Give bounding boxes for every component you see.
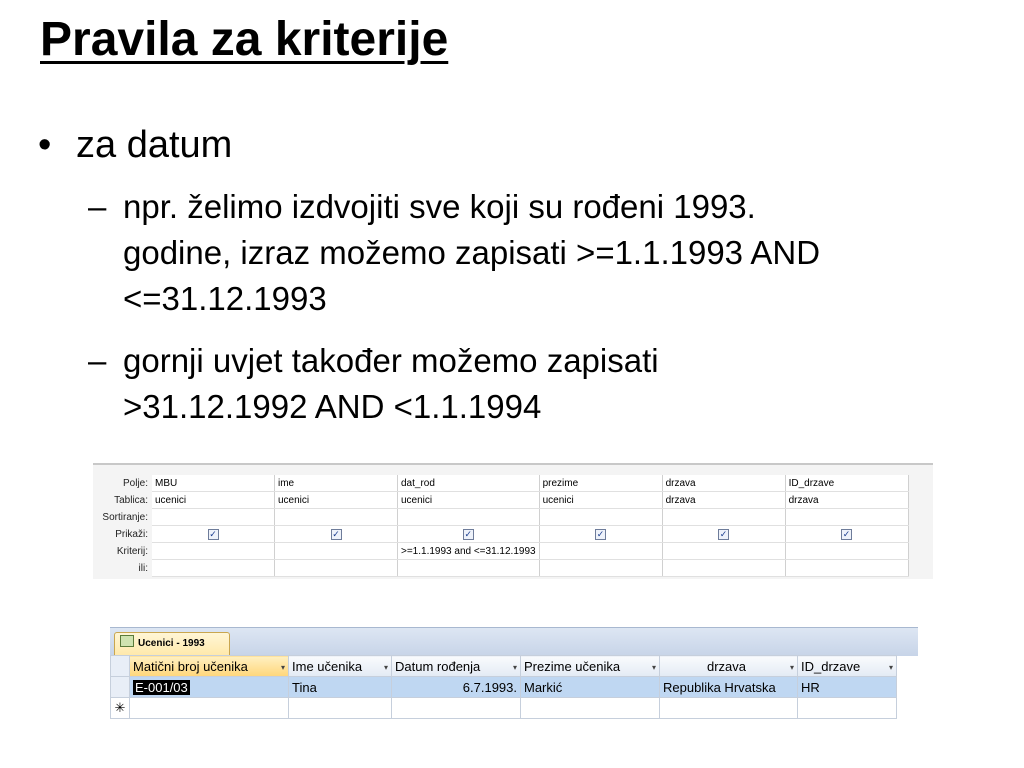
field-cell[interactable]: prezime: [539, 475, 662, 492]
or-cell[interactable]: [398, 560, 540, 577]
show-cell: [275, 526, 398, 543]
datasheet-view: [110, 627, 918, 723]
table-cell[interactable]: Tina: [289, 677, 392, 698]
show-cell: [785, 526, 908, 543]
dash-mark: –: [88, 342, 107, 379]
sort-cell[interactable]: [539, 509, 662, 526]
or-cell[interactable]: [539, 560, 662, 577]
row-label-tablica: Tablica:: [114, 494, 148, 506]
row-label-polje: Polje:: [122, 477, 148, 489]
or-cell[interactable]: [152, 560, 275, 577]
query-icon: [120, 635, 134, 647]
table-cell[interactable]: ucenici: [539, 492, 662, 509]
header-row: [111, 656, 897, 677]
table-cell[interactable]: [289, 698, 392, 719]
sort-cell[interactable]: [662, 509, 785, 526]
column-header[interactable]: [660, 656, 798, 677]
datasheet-table: [110, 655, 897, 719]
dropdown-arrow-icon[interactable]: ▾: [651, 662, 656, 672]
sub-bullet-1-line-3: <=31.12.1993: [123, 280, 327, 317]
table-cell[interactable]: HR: [798, 677, 897, 698]
criteria-cell[interactable]: [662, 543, 785, 560]
row-sortiranje: [93, 509, 908, 526]
table-cell[interactable]: [130, 698, 289, 719]
slide-title: Pravila za kriterije: [40, 13, 449, 66]
bullet-text: za datum: [76, 124, 233, 166]
sort-cell[interactable]: [275, 509, 398, 526]
column-header[interactable]: [521, 656, 660, 677]
sub-bullet-2: [88, 338, 659, 430]
sort-cell[interactable]: [785, 509, 908, 526]
dropdown-arrow-icon[interactable]: ▾: [383, 662, 388, 672]
table-cell[interactable]: Republika Hrvatska: [660, 677, 798, 698]
table-cell[interactable]: [660, 698, 798, 719]
new-record-icon[interactable]: ✳: [111, 698, 130, 719]
show-checkbox[interactable]: ✓: [464, 528, 473, 539]
dropdown-arrow-icon[interactable]: ▾: [280, 662, 285, 672]
table-cell[interactable]: [130, 677, 289, 698]
sub-bullet-2-line-2: >31.12.1992 AND <1.1.1994: [123, 388, 542, 425]
table-cell[interactable]: [392, 698, 521, 719]
bullet-mark: •: [38, 124, 52, 166]
query-design-grid: [93, 463, 933, 579]
field-cell[interactable]: ime: [275, 475, 398, 492]
field-cell[interactable]: MBU: [152, 475, 275, 492]
new-record-row: [111, 698, 897, 719]
dropdown-arrow-icon[interactable]: ▾: [789, 662, 794, 672]
criteria-cell[interactable]: [152, 543, 275, 560]
criteria-cell[interactable]: [785, 543, 908, 560]
or-cell[interactable]: [275, 560, 398, 577]
document-tab-bar: [110, 627, 918, 656]
row-label-kriterij: Kriterij:: [116, 545, 148, 557]
show-cell: [539, 526, 662, 543]
criteria-cell[interactable]: [275, 543, 398, 560]
sort-cell[interactable]: [152, 509, 275, 526]
show-cell: [398, 526, 540, 543]
column-header[interactable]: [798, 656, 897, 677]
field-cell[interactable]: drzava: [662, 475, 785, 492]
sub-bullet-1: [88, 184, 820, 322]
show-checkbox[interactable]: ✓: [596, 528, 605, 539]
column-header[interactable]: [392, 656, 521, 677]
row-label-prikazi: Prikaži:: [115, 528, 148, 540]
dropdown-arrow-icon[interactable]: ▾: [888, 662, 893, 672]
or-cell[interactable]: [662, 560, 785, 577]
table-row: [111, 677, 897, 698]
tab-ucenici-1993[interactable]: [114, 632, 230, 657]
row-polje: [93, 475, 908, 492]
show-checkbox[interactable]: ✓: [209, 528, 217, 539]
row-label-sortiranje: Sortiranje:: [102, 511, 148, 523]
tab-label: Ucenici - 1993: [138, 638, 205, 649]
table-cell[interactable]: ucenici: [398, 492, 540, 509]
sub-bullet-1-line-1: npr. želimo izdvojiti sve koji su rođeni 1993.: [123, 188, 756, 225]
dropdown-arrow-icon[interactable]: ▾: [512, 662, 517, 672]
table-cell[interactable]: 6.7.1993.: [392, 677, 521, 698]
row-ili: [93, 560, 908, 577]
record-selector[interactable]: [111, 677, 130, 698]
field-cell[interactable]: ID_drzave: [785, 475, 908, 492]
table-cell[interactable]: [798, 698, 897, 719]
sub-bullet-1-line-2: godine, izraz možemo zapisati >=1.1.1993 AND: [123, 234, 821, 271]
dash-mark: –: [88, 188, 107, 225]
table-cell[interactable]: [521, 698, 660, 719]
show-checkbox[interactable]: ✓: [842, 528, 851, 539]
row-tablica: [93, 492, 908, 509]
show-cell: [662, 526, 785, 543]
query-grid-table: [93, 475, 909, 577]
show-checkbox[interactable]: ✓: [332, 528, 340, 539]
row-kriterij: [93, 543, 908, 560]
criteria-cell[interactable]: >=1.1.1993 and <=31.12.1993: [398, 543, 540, 560]
or-cell[interactable]: [785, 560, 908, 577]
show-cell: [152, 526, 275, 543]
column-header[interactable]: [289, 656, 392, 677]
sort-cell[interactable]: [398, 509, 540, 526]
column-header-label: Matični broj učenika: [133, 658, 248, 674]
column-header-label: Prezime učenika: [524, 658, 621, 674]
table-cell[interactable]: drzava: [662, 492, 785, 509]
table-cell[interactable]: ucenici: [275, 492, 398, 509]
sub-bullet-2-line-1: gornji uvjet također možemo zapisati: [123, 342, 659, 379]
criteria-cell[interactable]: [539, 543, 662, 560]
select-all-corner[interactable]: [111, 656, 130, 677]
row-label-ili: ili:: [138, 562, 148, 574]
selected-cell-text: E-001/03: [135, 679, 188, 695]
row-prikazi: [93, 526, 908, 543]
column-header-label: drzava: [706, 658, 746, 674]
table-cell[interactable]: ucenici: [152, 492, 275, 509]
column-header-label: Datum rođenja: [395, 658, 481, 674]
column-header[interactable]: [130, 656, 289, 677]
bullet-za-datum: [38, 122, 232, 168]
show-checkbox[interactable]: ✓: [719, 528, 728, 539]
column-header-label: ID_drzave: [801, 658, 861, 674]
field-cell[interactable]: dat_rod: [398, 475, 540, 492]
table-cell[interactable]: Markić: [521, 677, 660, 698]
table-cell[interactable]: drzava: [785, 492, 908, 509]
column-header-label: Ime učenika: [292, 658, 363, 674]
